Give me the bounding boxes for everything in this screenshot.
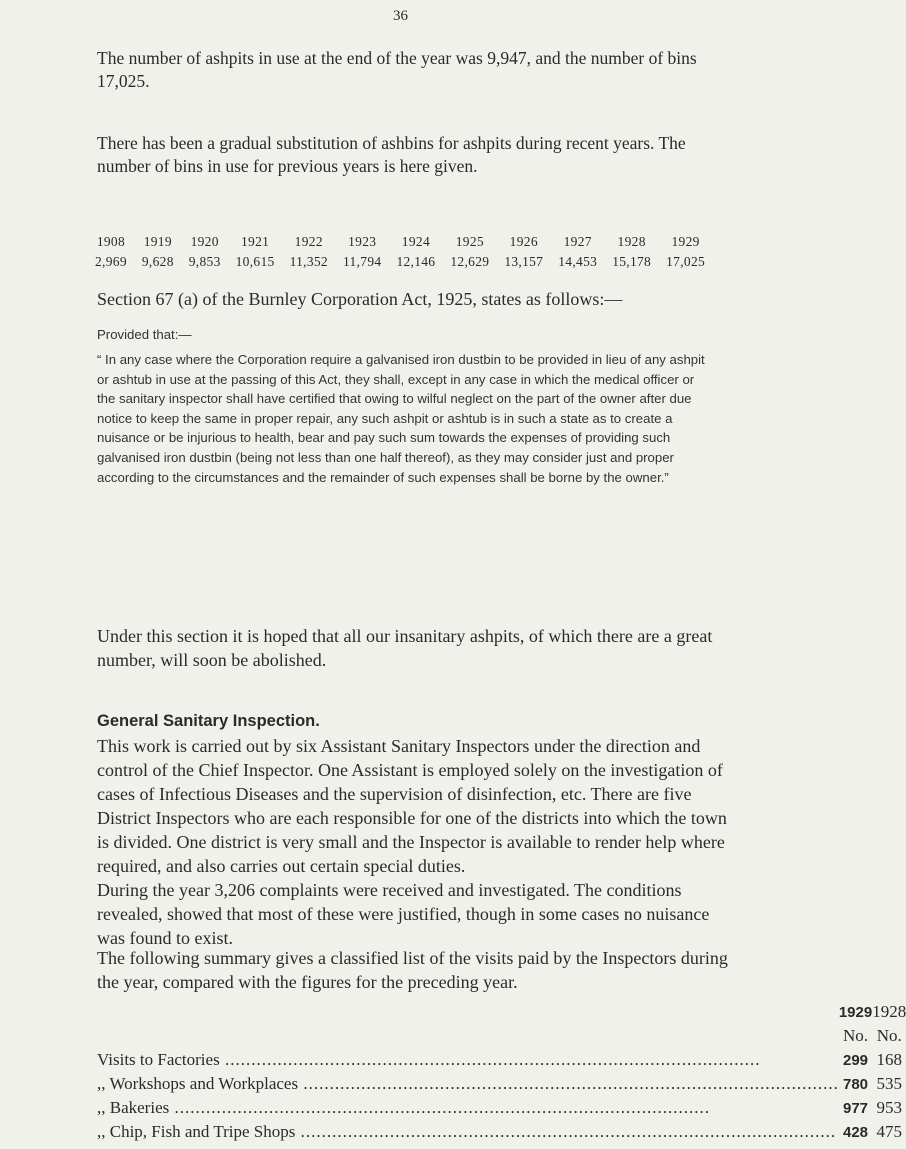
bin-count-cell: 9,628 <box>141 254 174 269</box>
bin-count-cell: 10,615 <box>235 254 275 269</box>
summary-row-label <box>97 1048 839 1072</box>
summary-intro-paragraph: The following summary gives a classified list of the visits paid by the Inspectors during the year, compared with the figures for the preceding year. <box>97 948 728 992</box>
summary-row-label-text: ,, Workshops and Workplaces ..... <box>97 1074 839 1093</box>
header-1929: 1929 <box>838 1003 873 1021</box>
year-cell: 1924 <box>401 234 430 249</box>
summary-row-label-text: ,, Chip, Fish and Tripe Shops ..... <box>97 1122 836 1141</box>
ashpits-paragraph: The number of ashpits in use at the end of the year was 9,947, and the number of bins 17,025. <box>97 48 697 91</box>
summary-row <box>97 1120 906 1144</box>
act-quote: “ In any case where the Corporation require a galvanised iron dustbin to be provided in lieu of any ashpit or ashtub in use at the passing of this Act, they shall, except in any case in which the medical officer or the sanitary inspector shall have certified that owing to wilful neglect on the part of the owner after due notice to keep the same in proper repair, any such ashpit or ashtub is in such a state as to create a nuisance or be injurious to health, bear and pay such sum towards the expenses of providing such galvanised iron dustbin (being not less than one half thereof), as they may consider just and proper according to the circumstances and the remainder of such expenses shall be borne by the owner.” <box>97 352 705 485</box>
bin-count-cell: 11,352 <box>289 254 328 269</box>
bin-count-cell: 11,794 <box>343 254 382 269</box>
summary-row-label <box>97 1096 839 1120</box>
summary-row <box>97 1072 906 1096</box>
year-cell: 1920 <box>190 234 219 249</box>
bin-count-cell: 17,025 <box>666 254 706 269</box>
year-cell: 1923 <box>348 234 377 249</box>
summary-row-label <box>97 1072 839 1096</box>
summary-year-header <box>97 1000 906 1024</box>
summary-row-label <box>97 1120 839 1144</box>
summary-row <box>97 1048 906 1072</box>
year-cell: 1908 <box>96 234 126 249</box>
summary-row-label-text: Visits to Factories ..... <box>97 1050 760 1069</box>
summary-value-1928: 535 <box>876 1074 902 1093</box>
year-cell: 1927 <box>563 234 592 249</box>
summary-row <box>97 1096 906 1120</box>
summary-value-1929: 299 <box>843 1051 869 1069</box>
bin-count-cell: 13,157 <box>504 254 544 269</box>
summary-value-1928: 953 <box>876 1098 902 1117</box>
complaints-paragraph: During the year 3,206 complaints were received and investigated. The conditions revealed, showed that most of these were justified, though in some cases no nuisance was found to exist. <box>97 880 710 948</box>
summary-value-1929: 428 <box>843 1123 869 1141</box>
summary-value-1929: 780 <box>843 1075 869 1093</box>
bins-by-year-table <box>95 234 720 274</box>
summary-row-label-text: ,, Bakeries ..... <box>97 1098 710 1117</box>
bin-count-cell: 14,453 <box>558 254 598 269</box>
summary-unit-header <box>97 1024 906 1048</box>
visits-summary-table <box>97 1000 906 1144</box>
year-cell: 1929 <box>671 234 700 249</box>
section-intro: Section 67 (a) of the Burnley Corporation Act, 1925, states as follows:— <box>97 289 623 309</box>
summary-value-1929: 977 <box>843 1099 869 1117</box>
year-cell: 1922 <box>294 234 323 249</box>
hope-paragraph: Under this section it is hoped that all our insanitary ashpits, of which there are a great number, will soon be abolished. <box>97 626 713 670</box>
year-cell: 1928 <box>617 234 646 249</box>
section-heading: General Sanitary Inspection. <box>97 712 320 730</box>
years-row <box>95 234 720 254</box>
year-cell: 1919 <box>143 234 172 249</box>
unit-1929: No. <box>843 1026 869 1045</box>
header-1928: 1928 <box>872 1002 906 1021</box>
inspection-paragraph: This work is carried out by six Assistant Sanitary Inspectors under the direction and control of the Chief Inspector. One Assistant is employed solely on the investigation of cases of Infectious Diseases and the supervision of disinfection, etc. There are five District Inspectors who are each responsible for one of the districts into which the town is divided. One district is very small and the Inspector is available to render help where required, and also carries out certain special duties. <box>97 736 727 876</box>
bins-row <box>95 254 720 274</box>
bin-count-cell: 12,629 <box>450 254 490 269</box>
bin-count-cell: 15,178 <box>612 254 652 269</box>
summary-value-1928: 475 <box>876 1122 902 1141</box>
bin-count-cell: 2,969 <box>95 254 127 269</box>
bin-count-cell: 9,853 <box>188 254 221 269</box>
provided-label: Provided that:— <box>97 327 192 342</box>
bins-intro-paragraph: There has been a gradual substitution of ashbins for ashpits during recent years. The number of bins in use for previous years is here given. <box>97 133 686 176</box>
year-cell: 1925 <box>455 234 484 249</box>
bin-count-cell: 12,146 <box>396 254 436 269</box>
year-cell: 1926 <box>509 234 538 249</box>
unit-1928: No. <box>876 1026 902 1045</box>
year-cell: 1921 <box>240 234 270 249</box>
page-number: 36 <box>393 8 408 24</box>
summary-value-1928: 168 <box>876 1050 902 1069</box>
